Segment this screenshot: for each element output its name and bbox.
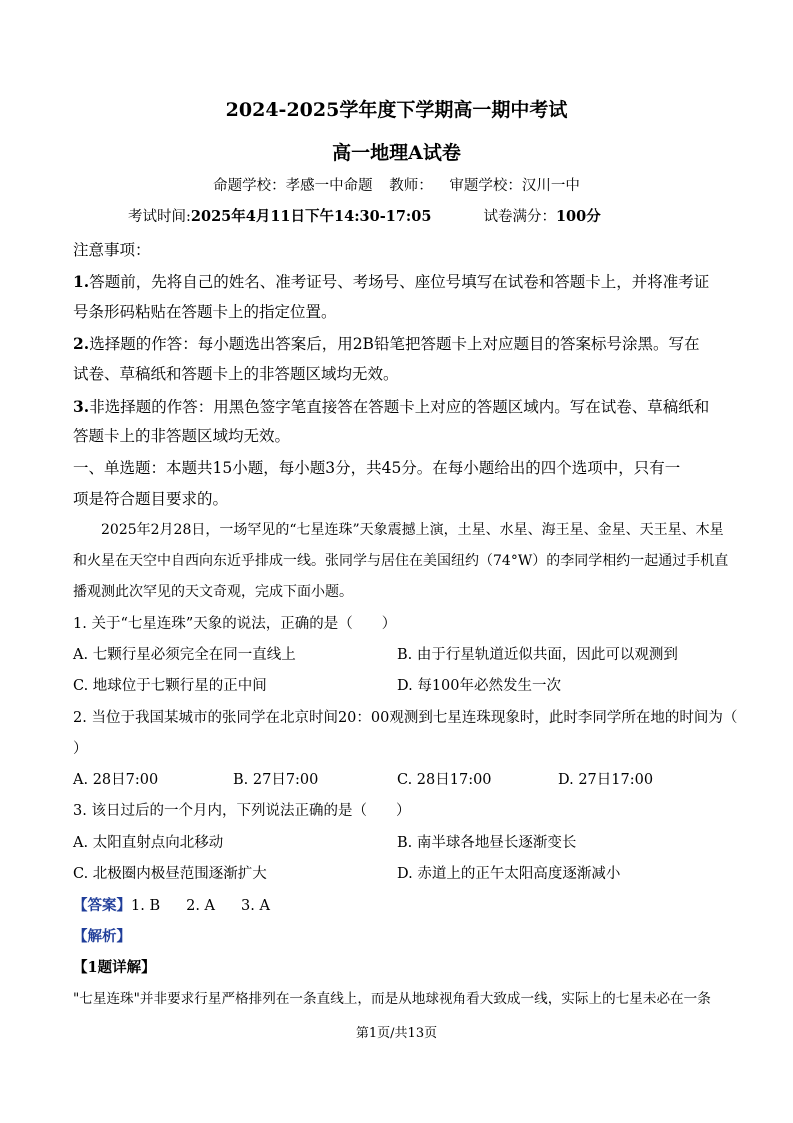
note-1-num: 1. (73, 272, 90, 291)
author-info (0, 179, 793, 194)
note-1-text: 答题前，先将自己的姓名、准考证号、考场号、座位号填写在试卷和答题卡上，并将准考证 (89, 273, 710, 291)
question-1-option-b: B. 由于行星轨道近似共面，因此可以观测到 (397, 647, 678, 663)
page-title: 2024-2025学年度下学期高一期中考试 (225, 99, 568, 121)
section-heading-line2: 项是符合题目要求的。 (73, 490, 229, 508)
passage-line1: 2025年2月28日，一场罕见的“七星连珠”天象震撼上演，土星、水星、海王星、金星、天王星、木星 (101, 522, 724, 538)
section-heading-line1: 一、单选题：本题共15小题，每小题3分，共45分。在每小题给出的四个选项中，只有一 (73, 459, 681, 477)
note-1-line1 (73, 274, 709, 291)
note-2-num: 2. (73, 334, 90, 353)
time-value: 2025年4月11日下午14:30-17:05 (190, 208, 432, 225)
question-1-option-a: A. 七颗行星必须完全在同一直线上 (73, 647, 296, 663)
teacher-label: 教师： (389, 178, 433, 194)
note-3-line1 (73, 399, 709, 416)
answer-3: 3. A (241, 898, 270, 914)
question-2-option-a: A. 28日7:00 (73, 772, 159, 788)
score-value: 100分 (555, 208, 601, 225)
question-3-option-c: C. 北极圈内极昼范围逐渐扩大 (73, 866, 267, 882)
passage-line2: 和火星在天空中自西向东近乎排成一线。张同学与居住在美国纽约（74°W）的李同学相约一起通过手机直 (73, 553, 729, 569)
answer-1: 1. B (131, 898, 161, 914)
page-subtitle: 高一地理A试卷 (332, 142, 461, 164)
note-3-text: 非选择题的作答：用黑色签字笔直接答在答题卡上对应的答题区域内。写在试卷、草稿纸和 (89, 398, 710, 416)
time-label: 考试时间: (128, 209, 191, 225)
detail-tag: 【1题详解】 (73, 959, 156, 976)
question-2-stem: 2. 当位于我国某城市的张同学在北京时间20：00观测到七星连珠现象时，此时李同学所在地的时间为（ (73, 710, 738, 726)
question-3-option-d: D. 赤道上的正午太阳高度逐渐减小 (397, 866, 621, 882)
note-2-text: 选择题的作答：每小题选出答案后，用2B铅笔把答题卡上对应题目的答案标号涂黑。写在 (89, 335, 700, 353)
note-3-line2: 答题卡上的非答题区域均无效。 (73, 427, 291, 445)
question-1-option-d: D. 每100年必然发生一次 (397, 678, 562, 694)
question-2-option-d: D. 27日17:00 (558, 772, 654, 788)
note-3-num: 3. (73, 397, 90, 416)
answer-row (73, 899, 270, 914)
page-number: 第1页/共13页 (355, 1026, 438, 1041)
note-2-line1 (73, 336, 699, 353)
passage-line3: 播观测此次罕见的天文奇观，完成下面小题。 (73, 584, 353, 600)
exam-info (128, 210, 601, 225)
notes-heading: 注意事项： (73, 241, 151, 259)
detail-text: "七星连珠"并非要求行星严格排列在一条直线上，而是从地球视角看大致成一线，实际上的七星未必在一条 (73, 991, 711, 1007)
note-2-line2: 试卷、草稿纸和答题卡上的非答题区域均无效。 (73, 365, 399, 383)
question-2-stem-cont: ） (73, 741, 88, 757)
review-label: 审题学校：汉川一中 (449, 178, 580, 194)
question-1-option-c: C. 地球位于七颗行星的正中间 (73, 678, 267, 694)
question-2-option-b: B. 27日7:00 (233, 772, 319, 788)
question-1-stem: 1. 关于“七星连珠”天象的说法，正确的是（ ） (73, 616, 397, 632)
score-label: 试卷满分： (483, 209, 556, 225)
question-3-stem: 3. 该日过后的一个月内，下列说法正确的是（ ） (73, 803, 411, 819)
answer-tag: 【答案】 (73, 897, 131, 914)
question-2-option-c: C. 28日17:00 (397, 772, 492, 788)
school-label: 命题学校：孝感一中命题 (213, 178, 373, 194)
answer-2: 2. A (186, 898, 216, 914)
note-1-line2: 号条形码粘贴在答题卡上的指定位置。 (73, 303, 337, 321)
analysis-tag: 【解析】 (73, 928, 131, 945)
question-3-option-b: B. 南半球各地昼长逐渐变长 (397, 835, 577, 851)
question-3-option-a: A. 太阳直射点向北移动 (73, 835, 224, 851)
